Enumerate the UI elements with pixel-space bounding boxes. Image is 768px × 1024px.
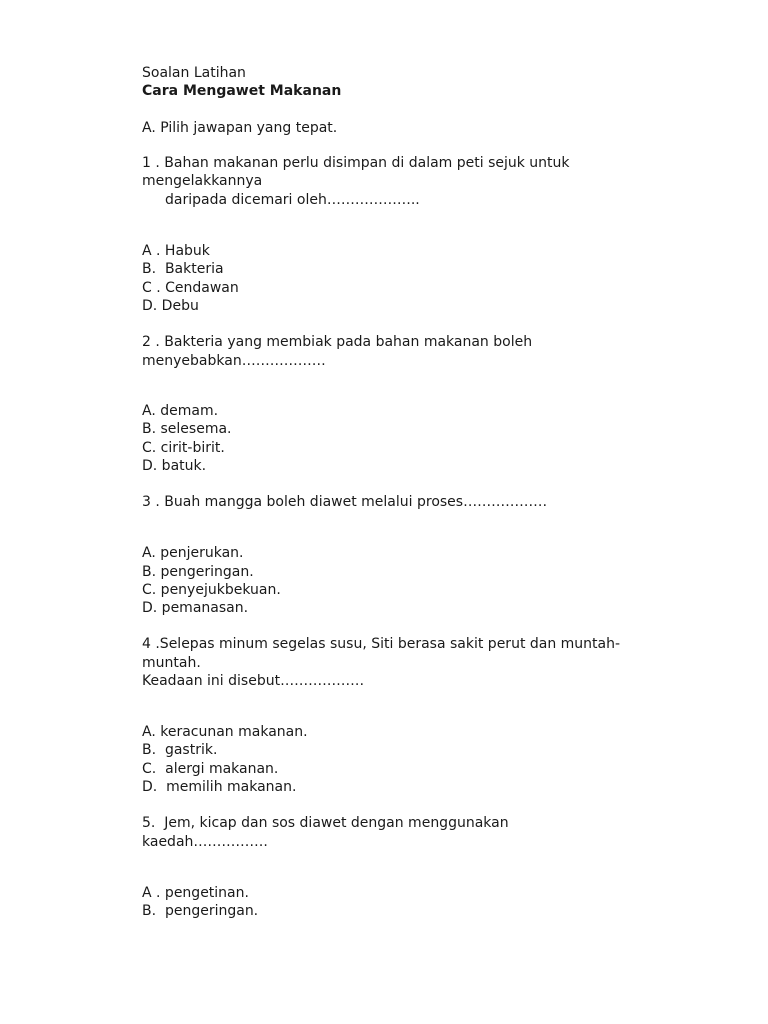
question-4-option-a: A. keracunan makanan.	[142, 724, 308, 740]
question-2-option-a: A. demam.	[142, 403, 219, 419]
question-1-option-a: A . Habuk	[142, 243, 210, 259]
question-3-option-d: D. pemanasan.	[142, 600, 249, 616]
question-3-option-b: B. pengeringan.	[142, 564, 254, 580]
question-2-option-c: C. cirit-birit.	[142, 440, 225, 456]
question-4-line-1: 4 .Selepas minum segelas susu, Siti berasa sakit perut dan muntah-	[142, 636, 621, 652]
question-3-option-a: A. penjerukan.	[142, 545, 244, 561]
question-1-option-b: B. Bakteria	[142, 261, 224, 277]
question-4-option-c: C. alergi makanan.	[142, 761, 279, 777]
instruction-text: A. Pilih jawapan yang tepat.	[142, 120, 338, 136]
question-1-line-1: 1 . Bahan makanan perlu disimpan di dalam peti sejuk untuk	[142, 155, 570, 171]
question-5-line-1: 5. Jem, kicap dan sos diawet dengan menggunakan	[142, 815, 509, 831]
question-2-line-1: 2 . Bakteria yang membiak pada bahan makanan boleh	[142, 334, 533, 350]
question-2-line-2: menyebabkan………………	[142, 353, 326, 369]
question-5-option-b: B. pengeringan.	[142, 903, 259, 919]
question-1-line-2: mengelakkannya	[142, 173, 263, 189]
question-1-line-3: daripada dicemari oleh………………..	[165, 192, 420, 208]
worksheet-subtitle: Soalan Latihan	[142, 65, 246, 81]
question-3-line-1: 3 . Buah mangga boleh diawet melalui proses………………	[142, 494, 548, 510]
question-4-option-d: D. memilih makanan.	[142, 779, 297, 795]
question-1-option-d: D. Debu	[142, 298, 199, 314]
question-4-line-3: Keadaan ini disebut………………	[142, 673, 365, 689]
question-5-line-2: kaedah…………….	[142, 834, 268, 850]
question-2-option-b: B. selesema.	[142, 421, 232, 437]
question-1-option-c: C . Cendawan	[142, 280, 239, 296]
question-2-option-d: D. batuk.	[142, 458, 207, 474]
worksheet-title: Cara Mengawet Makanan	[142, 83, 342, 99]
question-4-line-2: muntah.	[142, 655, 201, 671]
question-5-option-a: A . pengetinan.	[142, 885, 249, 901]
question-4-option-b: B. gastrik.	[142, 742, 218, 758]
question-3-option-c: C. penyejukbekuan.	[142, 582, 281, 598]
